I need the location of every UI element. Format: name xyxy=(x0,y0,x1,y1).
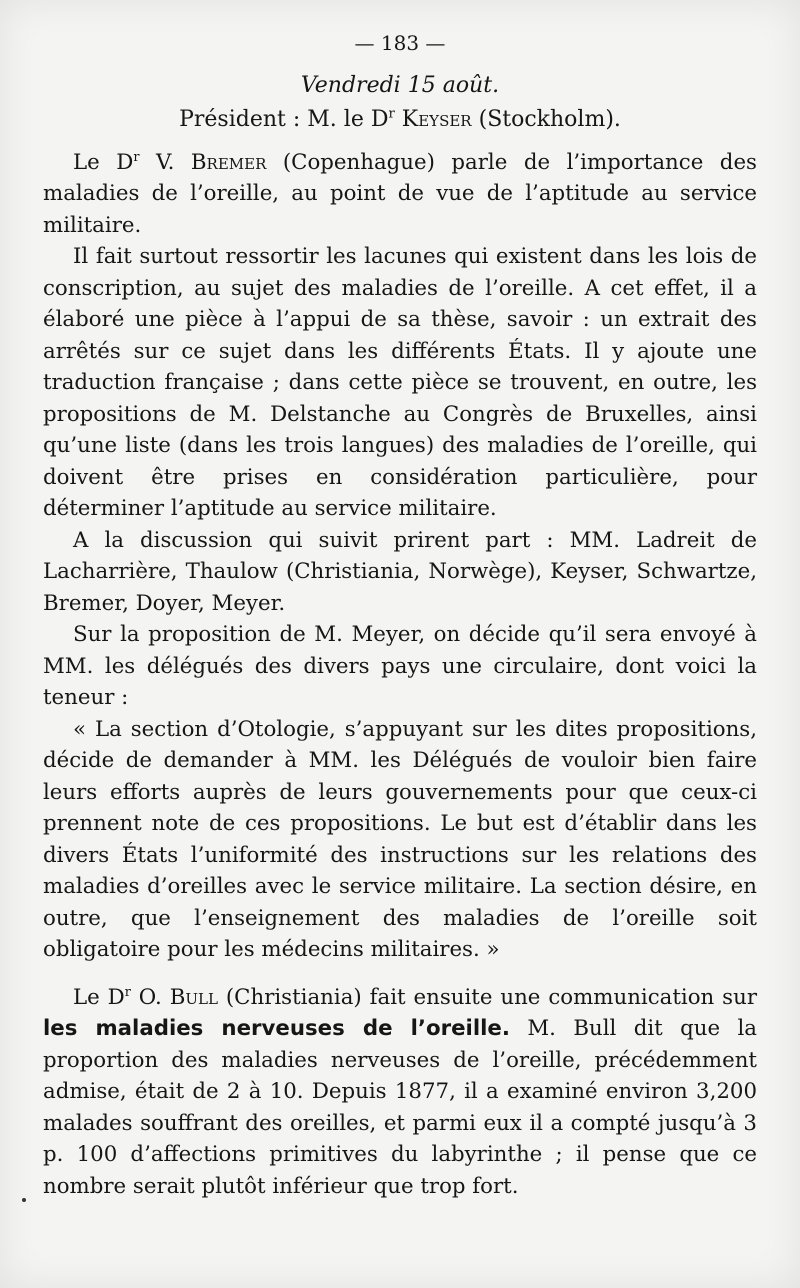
paragraph-gap xyxy=(43,966,757,982)
p6-name: Bull xyxy=(169,984,218,1010)
paragraph-discussion: A la discussion qui suivit prirent part : MM. Ladreit de Lacharrière, Thaulow (Christiania, Norwège), Keyser, Schwartze, Bremer, Doyer, Meyer. xyxy=(43,527,757,616)
p6-initial: O. xyxy=(138,984,162,1010)
president-prefix: Président : M. le D xyxy=(179,107,389,132)
page-number: — 183 — xyxy=(354,31,446,55)
p1-sup: r xyxy=(133,149,140,165)
paragraph-lacunes: Il fait surtout ressortir les lacunes qui existent dans les lois de conscription, au sujet des maladies de l’oreille. A cet effet, il a élaboré une pièce à l’appui de sa thèse, savoir : un extrait des arrêtés sur ce sujet dans les différents États. Il y ajoute une traduction française ; dans cette pièce se trouvent, en outre, les propositions de M. Delstanche au Congrès de Bruxelles, ainsi qu’une liste (dans les trois langues) des maladies de l’oreille, qui doivent être prises en considération particulière, pour déterminer l’aptitude au service militaire. xyxy=(43,244,757,521)
president-sup: r xyxy=(388,106,395,122)
p1-text: (Copenhague) parle de l’importance des maladies de l’oreille, au point de vue de l’aptitude au service militaire. xyxy=(43,149,757,238)
p1-initial: V. xyxy=(155,149,175,175)
p6-text-b: M. Bull dit que la proportion des maladies nerveuses de l’oreille, précédemment admise, était de 2 à 10. Depuis 1877, il a examiné environ 3,200 malades souffrant des oreilles, et parmi eux il a compté jusqu’à 3 p. 100 d’affections primitives du labyrinthe ; il pense que ce nombre serait plutôt inférieur que trop fort. xyxy=(43,1016,757,1199)
paragraph-circulaire: « La section d’Otologie, s’appuyant sur les dites propositions, décide de demander à MM. les Délégués de vouloir bien faire leurs efforts auprès de leurs gouvernements pour que ceux-ci prennent note de ces propositions. Le but est d’établir dans les divers États l’uniformité des instructions sur les relations des maladies d’oreilles avec le service militaire. La section désire, en outre, que l’enseignement des maladies de l’oreille soit obligatoire pour les médecins militaires. » xyxy=(43,716,757,962)
president-suffix: (Stockholm). xyxy=(478,107,621,132)
p1-name: Bremer xyxy=(190,149,267,175)
date-heading: Vendredi 15 août. xyxy=(300,72,500,98)
president-line xyxy=(43,104,757,136)
paragraph-proposition: Sur la proposition de M. Meyer, on décide qu’il sera envoyé à MM. les délégués des divers pays une circulaire, dont voici la teneur : xyxy=(43,622,757,710)
paragraph-bremer xyxy=(43,147,757,242)
paragraph-bull xyxy=(43,982,757,1203)
margin-speck xyxy=(22,1198,26,1202)
p6-bold-topic: les maladies nerveuses de l’oreille. xyxy=(43,1016,510,1041)
p6-prefix: Le D xyxy=(73,984,125,1010)
p6-sup: r xyxy=(124,984,131,1000)
p1-prefix: Le D xyxy=(73,149,134,175)
text-column xyxy=(43,28,757,1202)
president-name: Keyser xyxy=(401,107,472,132)
p6-text-a: (Christiania) fait ensuite une communication sur xyxy=(225,984,757,1010)
